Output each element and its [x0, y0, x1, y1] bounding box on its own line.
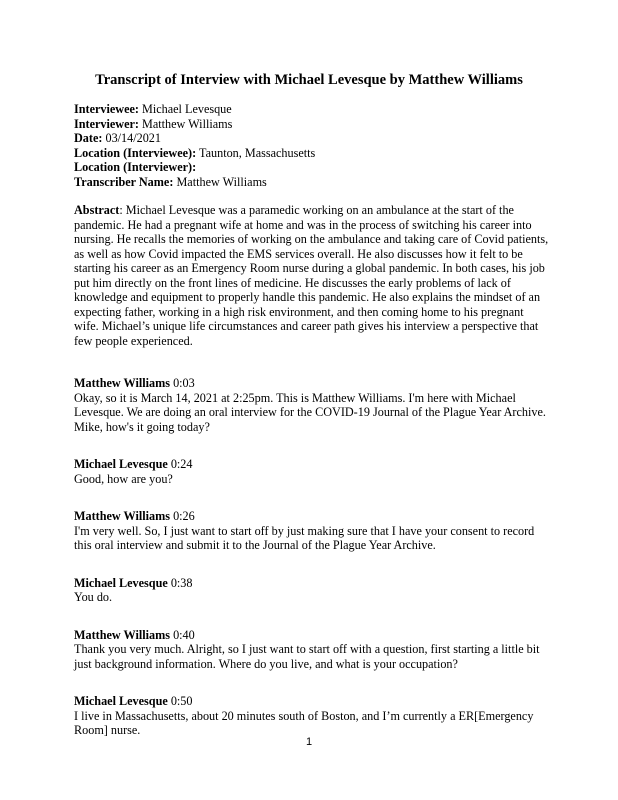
meta-location-interviewee: [74, 146, 549, 161]
abstract-text: : Michael Levesque was a paramedic working on an ambulance at the start of the pandemic. He had a pregnant wife at home and was in the process of switching his career into nursing. He recalls the memories of working on the ambulance and taking care of Covid patients, as well as how Covid impacted the EMS services overall. He also discusses how it felt to be starting his career as an Emergency Room nurse during a global pandemic. In both cases, his job put him directly on the front lines of medicine. He discusses the early problems of lack of knowledge and equipment to properly handle this pandemic. He also explains the mindset of an expecting father, working in a high risk environment, and then coming home to his pregnant wife. Michael’s unique life circumstances and career path gives his interview a perspective that few people experienced.: [74, 203, 549, 348]
meta-label: Location (Interviewer):: [74, 160, 197, 174]
speaker-name: Michael Levesque: [74, 457, 168, 471]
utterance-text: Okay, so it is March 14, 2021 at 2:25pm. This is Matthew Williams. I'm here with Michael Levesque. We are doing an oral interview for the COVID-19 Journal of the Plague Year Archive. Mike, how's it going today?: [74, 390, 546, 434]
meta-label: Location (Interviewee):: [74, 145, 197, 160]
transcript-entry: [74, 576, 549, 605]
speaker-line: [74, 628, 549, 643]
page-number: 1: [305, 736, 313, 748]
utterance-text: I live in Massachusetts, about 20 minutes south of Boston, and I’m currently a ER[Emergency Room] nurse.: [74, 708, 534, 737]
speaker-name: Matthew Williams: [74, 509, 171, 523]
meta-value: Matthew Williams: [173, 174, 267, 189]
meta-value: Taunton, Massachusetts: [196, 145, 316, 160]
meta-label: Interviewer:: [74, 116, 139, 131]
speaker-name: Matthew Williams: [74, 627, 171, 642]
timestamp: 0:26: [170, 509, 195, 523]
speaker-line: [74, 694, 549, 709]
metadata-block: [74, 102, 549, 189]
transcript-entry: [74, 509, 549, 553]
meta-date: [74, 131, 549, 146]
transcript-entry: [74, 694, 549, 738]
utterance-text: Good, how are you?: [74, 471, 173, 486]
meta-value: 03/14/2021: [102, 131, 161, 145]
timestamp: 0:50: [167, 694, 193, 708]
meta-interviewer: [74, 117, 549, 132]
speaker-name: Michael Levesque: [74, 694, 168, 708]
timestamp: 0:38: [167, 575, 193, 590]
transcript-entry: [74, 457, 549, 486]
meta-label: Date:: [74, 131, 103, 145]
transcript-entry: [74, 376, 549, 434]
transcript-entry: [74, 628, 549, 672]
abstract-paragraph: [74, 203, 549, 348]
abstract-label: Abstract: [74, 203, 120, 217]
timestamp: 0:40: [170, 627, 195, 642]
meta-label: Interviewee:: [74, 102, 139, 116]
speaker-line: [74, 509, 549, 524]
speaker-name: Michael Levesque: [74, 575, 168, 590]
speaker-name: Matthew Williams: [74, 376, 171, 390]
speaker-line: [74, 576, 549, 591]
speaker-line: [74, 376, 549, 391]
document-body: [74, 102, 549, 738]
meta-interviewee: [74, 102, 549, 117]
meta-location-interviewer: [74, 160, 549, 175]
utterance-text: You do.: [74, 590, 113, 604]
meta-value: Matthew Williams: [138, 116, 233, 131]
utterance-text: Thank you very much. Alright, so I just want to start off with a question, first starting a little bit just background information. Where do you live, and what is your occupation?: [74, 642, 540, 671]
meta-transcriber: [74, 175, 549, 190]
meta-label: Transcriber Name:: [74, 174, 174, 189]
speaker-line: [74, 457, 549, 472]
timestamp: 0:24: [167, 457, 193, 471]
utterance-text: I'm very well. So, I just want to start off by just making sure that I have your consent to record this oral interview and submit it to the Journal of the Plague Year Archive.: [74, 523, 535, 552]
document-title: Transcript of Interview with Michael Levesque by Matthew Williams: [95, 72, 523, 88]
timestamp: 0:03: [170, 376, 195, 390]
meta-value: Michael Levesque: [138, 102, 232, 116]
